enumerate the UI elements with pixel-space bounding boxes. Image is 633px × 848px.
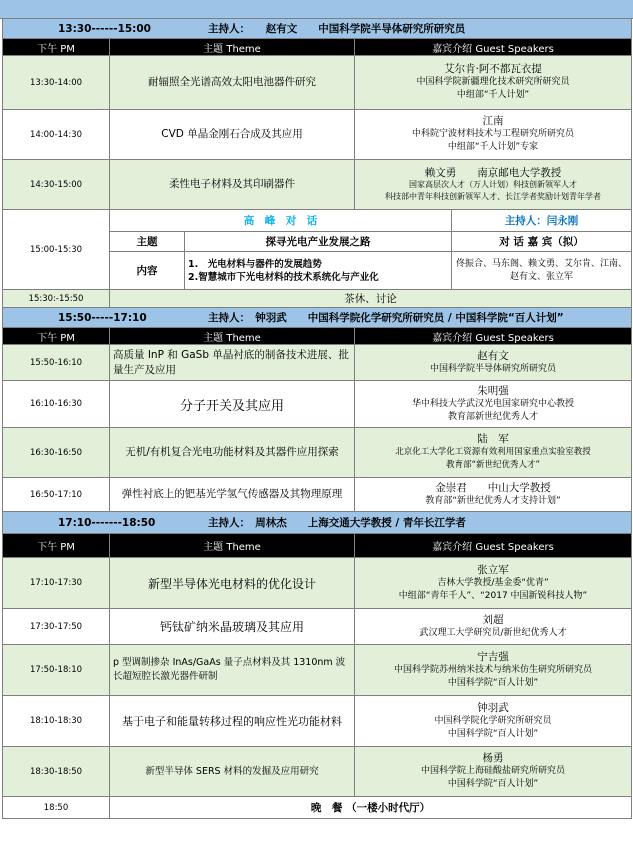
speaker-name: 张立军 [477,563,509,576]
panel-topic-2: 2.智慧城市下光电材料的技术系统化与产业化 [188,271,379,283]
time-cell: 15:50-16:10 [3,345,110,381]
speaker-cell [355,428,632,478]
column-header [3,39,632,56]
topic-cell: 无机/有机复合光电功能材料及其器件应用探索 [110,428,355,478]
column-header [3,534,632,558]
time-cell: 14:00-14:30 [3,110,110,160]
speaker-name: 赵有文 [477,349,509,362]
time-cell: 17:50-18:10 [3,645,110,696]
speaker-name: 杨勇 [482,752,504,764]
section-header-2 [3,308,632,328]
topic-cell: 弹性衬底上的钯基光学氢气传感器及其物理原理 [110,478,355,512]
section-time: 17:10-------18:50 [58,517,156,529]
topic-cell: 新型半导体光电材料的优化设计 [110,558,355,609]
speaker-honor: 中国科学院“百人计划” [447,728,539,739]
col-time: 下午 PM [3,328,110,345]
section-host: 主持人： 钟羽武 中国科学院化学研究所研究员 / 中国科学院“百人计划” [208,312,564,324]
col-theme: 主题 Theme [110,534,355,558]
column-header [3,328,632,345]
topic-cell: CVD 单晶金刚石合成及其应用 [110,110,355,160]
table-row [3,696,632,747]
speaker-cell [355,747,632,797]
speaker-title: 中科院宁波材料技术与工程研究所研究员 [411,129,574,139]
speaker-title: 国家高层次人才（万人计划）科技创新领军人才 [409,179,577,189]
speaker-cell [355,345,632,381]
speaker-cell [355,609,632,645]
panel-theme: 探寻光电产业发展之路 [185,232,452,252]
time-cell: 17:30-17:50 [3,609,110,645]
speaker-cell [355,56,632,110]
topic-cell: p 型调制掺杂 InAs/GaAs 量子点材料及其 1310nm 波长超短腔长激光器件研制 [110,645,355,696]
speaker-cell [355,558,632,609]
col-theme: 主题 Theme [110,328,355,345]
section-host: 主持人： 周林杰 上海交通大学教授 / 青年长江学者 [208,517,466,529]
speaker-name: 艾尔肯·阿不都瓦衣提 [444,63,542,75]
speaker-title: 教育部“新世纪优秀人才支持计划” [425,495,561,506]
table-row [3,478,632,512]
topic-cell: 高质量 InP 和 GaSb 单晶衬底的制备技术进展、批量生产及应用 [110,345,355,381]
speaker-name: 陆 军 [477,433,509,445]
topic-cell: 基于电子和能量转移过程的响应性光功能材料 [110,696,355,747]
speaker-title: 华中科技大学武汉光电国家研究中心教授 [411,398,574,409]
content-label: 内容 [110,252,185,290]
section-host: 主持人： 赵有文 中国科学院半导体研究所研究员 [208,23,466,35]
speaker-honor: 中国科学院“百人计划” [447,677,539,688]
speaker-name: 赖文勇 南京邮电大学教授 [424,166,562,179]
speaker-honor: 科技部中青年科技创新领军人才、长江学者奖励计划青年学者 [385,191,601,201]
table-row [3,747,632,797]
speaker-title: 武汉理工大学研究员/新世纪优秀人才 [419,627,567,638]
speaker-name: 朱明强 [477,384,509,397]
table-row [3,56,632,110]
table-row [3,558,632,609]
time-cell: 18:50 [3,797,110,819]
topic-cell: 柔性电子材料及其印刷器件 [110,160,355,210]
time-cell: 16:50-17:10 [3,478,110,512]
table-row [3,160,632,210]
speaker-honor: 中组部“千人计划” [456,90,530,100]
agenda-table [2,18,632,819]
col-speakers: 嘉宾介绍 Guest Speakers [355,39,632,56]
speaker-title: 中国科学院苏州纳米技术与纳米仿生研究所研究员 [393,664,592,675]
dinner-row [3,797,632,819]
section-time: 13:30------15:00 [58,23,151,35]
dinner-text: 晚 餐 （一楼小时代厅） [110,797,632,819]
section-header-3 [3,512,632,534]
speaker-cell [355,160,632,210]
speaker-title: 吉林大学教授/基金委“优青” [437,577,549,588]
panel-host: 主持人：闫永刚 [452,210,632,232]
topic-cell: 分子开关及其应用 [110,381,355,428]
speaker-honor: 中国科学院“百人计划” [447,779,539,789]
col-time: 下午 PM [3,534,110,558]
speaker-honor: 中组部“千人计划”专家 [447,142,539,152]
time-cell: 17:10-17:30 [3,558,110,609]
break-row [3,290,632,308]
table-row [3,428,632,478]
col-time: 下午 PM [3,39,110,56]
table-row [3,345,632,381]
panel-title-row [3,210,632,232]
table-row [3,381,632,428]
speaker-cell [355,696,632,747]
table-row [3,609,632,645]
speaker-name: 宁吉强 [477,650,509,663]
time-cell: 15:30:-15:50 [3,290,110,308]
section-header-1 [3,19,632,39]
section-time: 15:50-----17:10 [58,312,147,324]
topic-cell: 耐辐照全光谱高效太阳电池器件研究 [110,56,355,110]
speaker-name: 刘超 [482,613,504,626]
guest-label: 对 话 嘉 宾（拟） [452,232,632,252]
speaker-title: 中国科学院上海硅酸盐研究所研究员 [420,766,565,776]
time-cell: 14:30-15:00 [3,160,110,210]
panel-topic-1: 1. 光电材料与器件的发展趋势 [188,258,322,270]
speaker-cell [355,110,632,160]
speaker-name: 钟羽武 [477,701,509,714]
speaker-title: 北京化工大学化工资源有效利用国家重点实验室教授 [395,447,591,457]
theme-label: 主题 [110,232,185,252]
col-speakers: 嘉宾介绍 Guest Speakers [355,328,632,345]
speaker-name: 江南 [482,115,504,127]
col-theme: 主题 Theme [110,39,355,56]
table-row [3,110,632,160]
col-speakers: 嘉宾介绍 Guest Speakers [355,534,632,558]
speaker-honor: 教育部“新世纪优秀人才” [446,460,540,470]
time-cell: 16:10-16:30 [3,381,110,428]
time-cell: 16:30-16:50 [3,428,110,478]
break-text: 茶休、讨论 [110,290,632,308]
speaker-title: 中国科学院新疆理化技术研究所研究员 [416,77,570,87]
speaker-title: 中国科学院化学研究所研究员 [434,715,552,726]
table-row [3,645,632,696]
speaker-cell [355,381,632,428]
time-cell: 18:10-18:30 [3,696,110,747]
speaker-honor: 中组部“青年千人”、“2017 中国新锐科技人物” [398,590,588,601]
panel-title: 高 峰 对 话 [110,210,452,232]
speaker-honor: 教育部新世纪优秀人才 [447,411,538,422]
time-cell: 18:30-18:50 [3,747,110,797]
topic-cell: 钙钛矿纳米晶玻璃及其应用 [110,609,355,645]
speaker-name: 金崇君 中山大学教授 [435,481,551,494]
panel-guests: 佟振合、马东阁、赖文勇、艾尔肯、江南、赵有文、张立军 [452,252,632,290]
speaker-cell [355,478,632,512]
speaker-cell [355,645,632,696]
panel-content [185,252,452,290]
time-cell: 15:00-15:30 [3,210,110,290]
topic-cell: 新型半导体 SERS 材料的发掘及应用研究 [110,747,355,797]
time-cell: 13:30-14:00 [3,56,110,110]
top-strip [0,0,633,19]
speaker-title: 中国科学院半导体研究所研究员 [429,363,556,374]
